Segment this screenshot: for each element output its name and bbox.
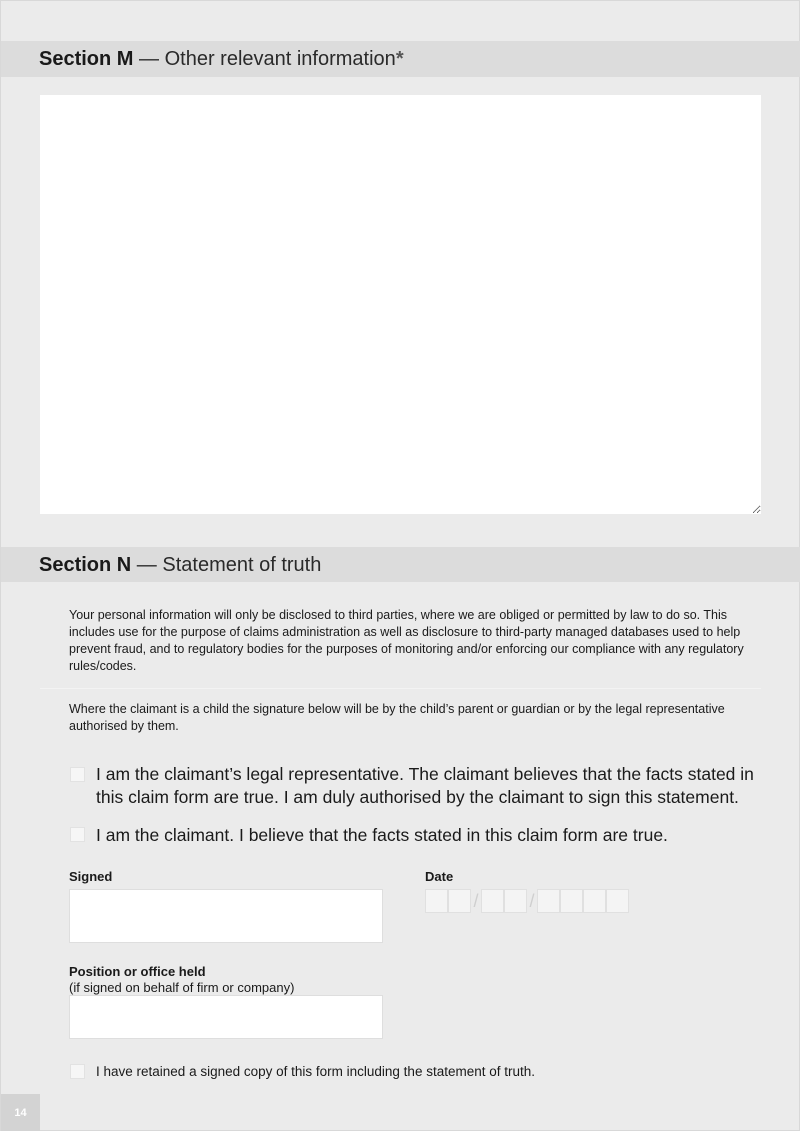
date-month-digit-1[interactable]: [481, 889, 504, 913]
retained-copy-checkbox[interactable]: [70, 1064, 85, 1079]
date-label: Date: [425, 869, 454, 884]
other-information-textarea[interactable]: [40, 95, 761, 514]
position-label: Position or office held: [69, 964, 206, 979]
date-separator: /: [529, 891, 535, 911]
date-year-digit-3[interactable]: [583, 889, 606, 913]
claimant-label: I am the claimant. I believe that the facts stated in this claim form are true.: [96, 825, 668, 845]
section-n-dash: —: [131, 554, 163, 576]
claimant-checkbox[interactable]: [70, 827, 85, 842]
section-n-label: Section N: [39, 554, 132, 576]
date-month-digit-2[interactable]: [504, 889, 527, 913]
child-signature-paragraph: Where the claimant is a child the signature below will be by the child’s parent or guardian or by the legal representative authorised by them.: [69, 702, 725, 733]
position-field[interactable]: [69, 995, 383, 1039]
position-sublabel: (if signed on behalf of firm or company): [69, 980, 295, 995]
required-asterisk: *: [395, 48, 404, 70]
section-m-label: Section M: [39, 48, 134, 70]
section-m-header: [1, 41, 800, 77]
section-m-heading: Other relevant information: [164, 48, 396, 70]
section-m-dash: —: [133, 48, 165, 70]
date-separator: /: [473, 891, 479, 911]
signature-field[interactable]: [69, 889, 383, 943]
legal-representative-label: I am the claimant’s legal representative. The claimant believes that the facts stated in this claim form are true. I am duly authorised by the claimant to sign this statement.: [96, 764, 754, 807]
section-n-header: [1, 547, 800, 582]
date-day-digit-2[interactable]: [448, 889, 471, 913]
section-n-title: [39, 554, 321, 577]
legal-representative-checkbox[interactable]: [70, 767, 85, 782]
date-year-digit-2[interactable]: [560, 889, 583, 913]
retained-copy-label: I have retained a signed copy of this form including the statement of truth.: [96, 1064, 536, 1079]
disclosure-paragraph: Your personal information will only be disclosed to third parties, where we are obliged or permitted by law to do so. This includes use for the purpose of claims administration as well as disclosure to third-party managed databases used to help prevent fraud, and to regulatory bodies for the purposes of monitoring and/or enforcing our compliance with any regulatory rules/codes.: [69, 608, 744, 673]
date-field: [425, 889, 629, 913]
section-m-title: [39, 48, 404, 71]
section-n-heading: Statement of truth: [162, 554, 322, 576]
date-day-digit-1[interactable]: [425, 889, 448, 913]
date-year-digit-4[interactable]: [606, 889, 629, 913]
signed-label: Signed: [69, 869, 113, 884]
page-number: 14: [1, 1094, 40, 1131]
date-year-digit-1[interactable]: [537, 889, 560, 913]
